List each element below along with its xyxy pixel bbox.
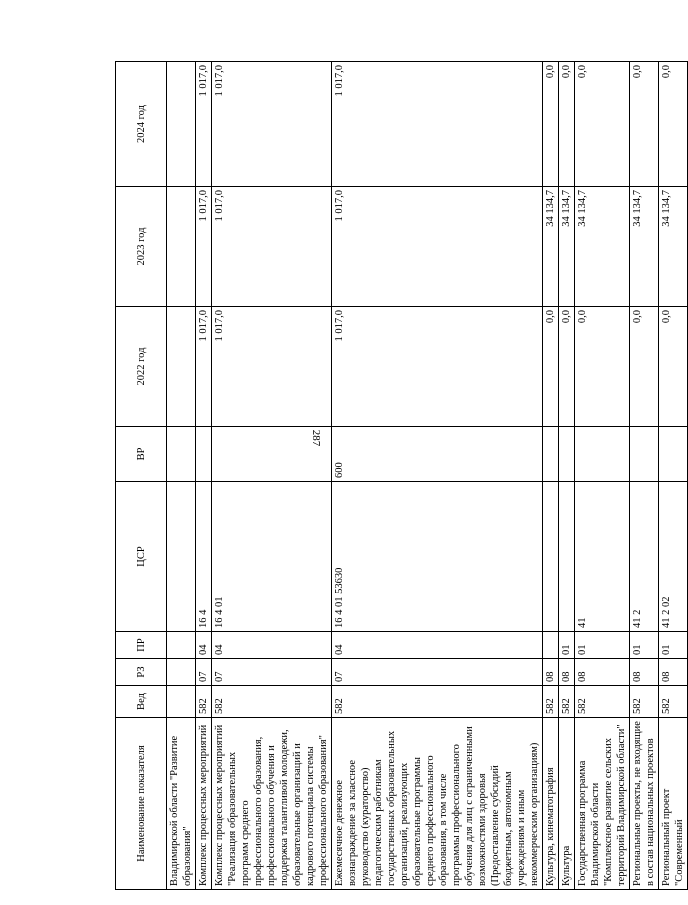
cell-2024: 0,0 [630, 62, 659, 187]
cell-2024: 0,0 [559, 62, 575, 187]
cell-2022: 0,0 [575, 307, 630, 427]
cell-2024: 0,0 [543, 62, 559, 187]
cell-2023: 1 017,0 [332, 187, 543, 307]
cell-pr [167, 632, 196, 659]
table-row [659, 62, 688, 890]
cell-vr [212, 427, 332, 482]
cell-ved: 582 [575, 686, 630, 718]
cell-ved [167, 686, 196, 718]
cell-2024: 1 017,0 [196, 62, 212, 187]
cell-csr: 16 4 01 53630 [332, 482, 543, 632]
cell-2023: 34 134,7 [575, 187, 630, 307]
table-row [196, 62, 212, 890]
cell-rz: 08 [575, 659, 630, 686]
budget-table-rotated [115, 62, 685, 890]
col-header-2023: 2023 год [116, 187, 167, 307]
cell-name: Региональный проект "Современный [659, 718, 688, 890]
cell-pr: 04 [196, 632, 212, 659]
cell-2023: 34 134,7 [659, 187, 688, 307]
cell-csr: 41 2 02 [659, 482, 688, 632]
cell-rz: 07 [332, 659, 543, 686]
cell-ved: 582 [212, 686, 332, 718]
table-row [559, 62, 575, 890]
cell-csr: 16 4 01 [212, 482, 332, 632]
col-header-rz: РЗ [116, 659, 167, 686]
table-row [167, 62, 196, 890]
cell-2023: 1 017,0 [212, 187, 332, 307]
col-header-vr: ВР [116, 427, 167, 482]
cell-vr [167, 427, 196, 482]
cell-2024: 1 017,0 [332, 62, 543, 187]
cell-rz: 07 [196, 659, 212, 686]
cell-csr [167, 482, 196, 632]
cell-pr: 01 [630, 632, 659, 659]
cell-pr: 01 [559, 632, 575, 659]
table-row [575, 62, 630, 890]
cell-pr [543, 632, 559, 659]
cell-ved: 582 [332, 686, 543, 718]
cell-name: Комплекс процессных мероприятий "Реализация образовательных программ среднего профессионального образования, профессионального обучения и поддержка талантливой молодежи, образовательные организаций и кадрового потенциала системы профессионального образования" [212, 718, 332, 890]
cell-vr [575, 427, 630, 482]
cell-csr: 41 2 [630, 482, 659, 632]
table-row [630, 62, 659, 890]
cell-csr: 16 4 [196, 482, 212, 632]
col-header-ved: Вед [116, 686, 167, 718]
cell-csr [559, 482, 575, 632]
table-row [332, 62, 543, 890]
cell-name: Культура [559, 718, 575, 890]
cell-2024: 0,0 [575, 62, 630, 187]
cell-ved: 582 [196, 686, 212, 718]
cell-vr [659, 427, 688, 482]
cell-2022: 1 017,0 [212, 307, 332, 427]
cell-rz: 08 [630, 659, 659, 686]
page-number: 287 [310, 429, 322, 447]
cell-vr [630, 427, 659, 482]
col-header-name: Наименование показателя [116, 718, 167, 890]
col-header-pr: ПР [116, 632, 167, 659]
cell-name: Региональные проекты, не входящие в состав национальных проектов [630, 718, 659, 890]
cell-ved: 582 [559, 686, 575, 718]
header-row [116, 62, 167, 890]
cell-2022: 0,0 [559, 307, 575, 427]
cell-2022: 1 017,0 [332, 307, 543, 427]
cell-vr [196, 427, 212, 482]
cell-rz: 07 [212, 659, 332, 686]
cell-csr [543, 482, 559, 632]
cell-2024 [167, 62, 196, 187]
cell-2022: 0,0 [630, 307, 659, 427]
cell-name: Владимирской области "Развитие образования" [167, 718, 196, 890]
cell-name: Комплекс процессных мероприятий [196, 718, 212, 890]
budget-table [115, 61, 688, 890]
cell-ved: 582 [659, 686, 688, 718]
cell-rz: 08 [543, 659, 559, 686]
cell-pr: 01 [575, 632, 630, 659]
cell-pr: 04 [212, 632, 332, 659]
cell-2023 [167, 187, 196, 307]
cell-2024: 0,0 [659, 62, 688, 187]
cell-pr: 01 [659, 632, 688, 659]
col-header-2022: 2022 год [116, 307, 167, 427]
cell-rz [167, 659, 196, 686]
cell-name: Ежемесячное денежное вознаграждение за классное руководство (кураторство) педагогическим работникам государственных образовательных организаций, реализующих образовательные программы среднего профессионального образования, в том числе программы профессионального обучения для лиц с ограниченными возможностями здоровья (Предоставление субсидий бюджетным, автономным учреждениям и иным некоммерческим организациям) [332, 718, 543, 890]
cell-2023: 1 017,0 [196, 187, 212, 307]
cell-2022: 0,0 [543, 307, 559, 427]
cell-ved: 582 [543, 686, 559, 718]
cell-2022: 1 017,0 [196, 307, 212, 427]
table-row [543, 62, 559, 890]
table-row [212, 62, 332, 890]
cell-name: Государственная программа Владимирской области "Комплексное развитие сельских территорий Владимирской области" [575, 718, 630, 890]
cell-rz: 08 [559, 659, 575, 686]
cell-2024: 1 017,0 [212, 62, 332, 187]
cell-vr [543, 427, 559, 482]
cell-pr: 04 [332, 632, 543, 659]
cell-csr: 41 [575, 482, 630, 632]
cell-2023: 34 134,7 [630, 187, 659, 307]
cell-2023: 34 134,7 [543, 187, 559, 307]
cell-vr: 600 [332, 427, 543, 482]
col-header-csr: ЦСР [116, 482, 167, 632]
col-header-2024: 2024 год [116, 62, 167, 187]
cell-2023: 34 134,7 [559, 187, 575, 307]
cell-rz: 08 [659, 659, 688, 686]
cell-vr [559, 427, 575, 482]
cell-ved: 582 [630, 686, 659, 718]
cell-2022: 0,0 [659, 307, 688, 427]
cell-2022 [167, 307, 196, 427]
cell-name: Культура, кинематография [543, 718, 559, 890]
